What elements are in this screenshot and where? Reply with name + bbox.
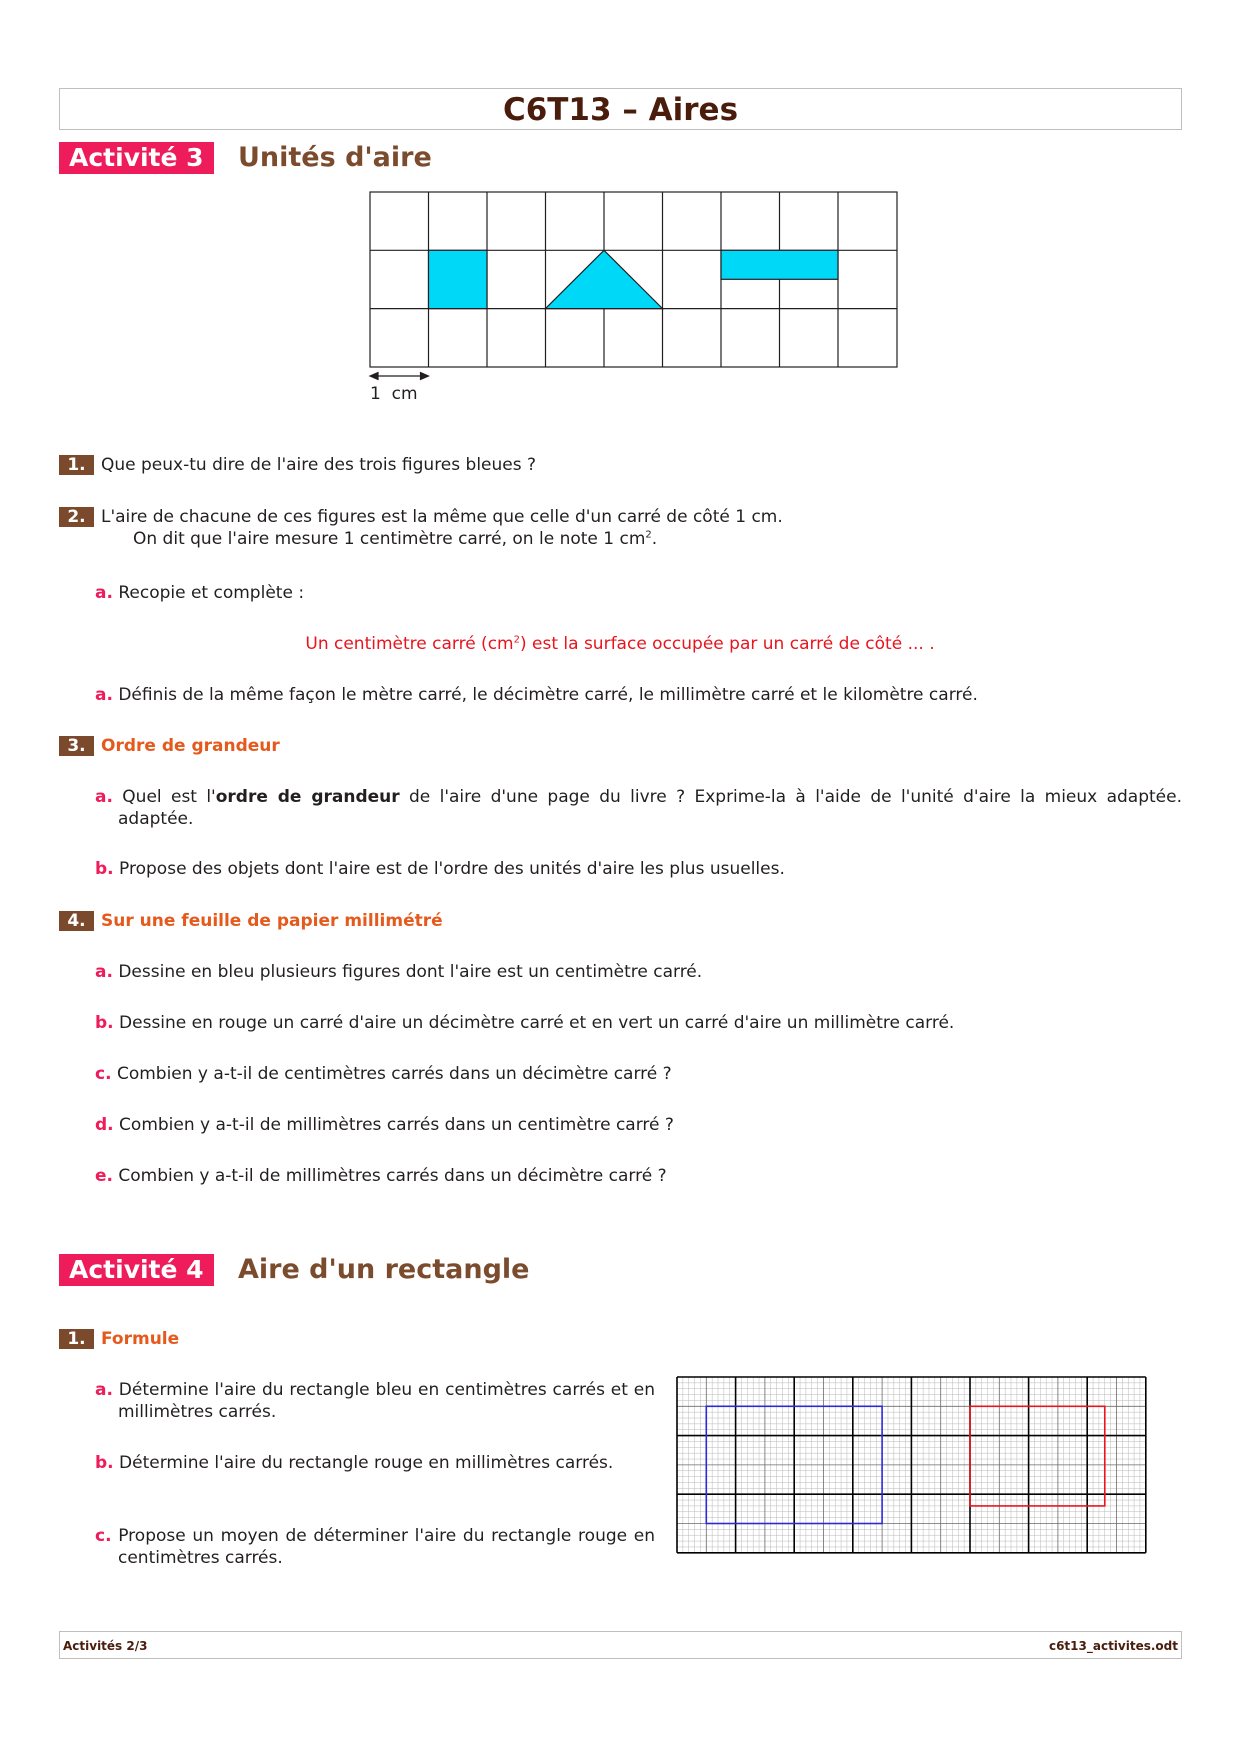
fill-in-sentence <box>0 633 1240 655</box>
activity-3-title: Unités d'aire <box>238 142 432 173</box>
question-text-line2 <box>133 528 657 550</box>
scale-label: 1 cm <box>370 384 418 404</box>
sub-question <box>95 1063 672 1085</box>
superscript: 2 <box>513 634 520 646</box>
sub-text: Détermine l'aire du rectangle rouge en millimètres carrés. <box>119 1453 614 1473</box>
sub-letter: d. <box>95 1115 114 1135</box>
activity-4-title: Aire d'un rectangle <box>238 1254 530 1285</box>
text-span: ) est la surface occupée par un carré de côté ... . <box>519 634 935 654</box>
page-title: C6T13 – Aires <box>59 88 1182 130</box>
question-number: 4. <box>59 911 94 931</box>
sub-text: Propose un moyen de déterminer l'aire du rectangle rouge en centimètres carrés. <box>118 1526 655 1568</box>
superscript: 2 <box>645 529 652 541</box>
sub-text: Définis de la même façon le mètre carré, le décimètre carré, le millimètre carré et le kilomètre carré. <box>118 685 978 705</box>
sub-question <box>95 1165 667 1187</box>
sub-question <box>95 1525 655 1569</box>
text-span: . <box>651 529 658 549</box>
sub-question <box>95 582 304 604</box>
question-text: L'aire de chacune de ces figures est la même que celle d'un carré de côté 1 cm. <box>101 507 783 527</box>
sub-text: Dessine en bleu plusieurs figures dont l'aire est un centimètre carré. <box>118 962 703 982</box>
sub-text: Recopie et complète : <box>118 583 305 603</box>
sub-text: Propose des objets dont l'aire est de l'ordre des unités d'aire les plus usuelles. <box>119 859 785 879</box>
footer-left: Activités 2/3 <box>63 1639 148 1653</box>
activity-4-tag: Activité 4 <box>59 1254 214 1286</box>
section-title: Formule <box>101 1329 180 1349</box>
sub-question <box>95 786 1182 808</box>
question-number: 2. <box>59 507 94 527</box>
sub-letter: e. <box>95 1166 113 1186</box>
blue-triangle <box>546 250 663 308</box>
sub-question <box>95 1379 655 1423</box>
sub-text: Dessine en rouge un carré d'aire un décimètre carré et en vert un carré d'aire un millimètre carré. <box>119 1013 955 1033</box>
question-number: 1. <box>59 1329 94 1349</box>
sub-text: Détermine l'aire du rectangle bleu en centimètres carrés et en millimètres carrés. <box>118 1380 655 1422</box>
sub-text: Quel est l' <box>122 787 216 807</box>
sub-text: Combien y a-t-il de centimètres carrés dans un décimètre carré ? <box>116 1064 672 1084</box>
bold-term: ordre de grandeur <box>215 787 400 807</box>
sub-question-continuation: adaptée. <box>118 809 194 829</box>
sub-letter: a. <box>95 685 113 705</box>
page-footer <box>59 1631 1182 1659</box>
question-number: 3. <box>59 736 94 756</box>
sub-question <box>95 858 785 880</box>
line-mask <box>95 808 1182 832</box>
sub-letter: b. <box>95 859 114 879</box>
sub-letter: b. <box>95 1013 114 1033</box>
activity-3-tag: Activité 3 <box>59 142 214 174</box>
footer-right: c6t13_activites.odt <box>1048 1639 1178 1653</box>
sub-question <box>95 1114 674 1136</box>
question-number: 1. <box>59 455 94 475</box>
blue-rectangle <box>721 250 838 279</box>
sub-question <box>95 961 702 983</box>
sub-question <box>95 1452 655 1474</box>
section-title: Ordre de grandeur <box>101 736 280 756</box>
graph-paper-figure <box>676 1376 1156 1561</box>
sub-question <box>95 684 978 706</box>
question-text: Que peux-tu dire de l'aire des trois figures bleues ? <box>101 455 537 475</box>
sub-letter: a. <box>95 583 113 603</box>
sub-letter: c. <box>95 1526 112 1546</box>
sub-letter: c. <box>95 1064 112 1084</box>
sub-letter: a. <box>95 1380 113 1400</box>
unit-area-figure <box>360 185 920 415</box>
scale-arrow <box>370 373 429 380</box>
sub-letter: a. <box>95 787 113 807</box>
text-span: Un centimètre carré (cm <box>305 634 514 654</box>
sub-text: de l'aire d'une page du livre ? Exprime-la à l'aide de l'unité d'aire la mieux adaptée. <box>399 787 1182 807</box>
section-title: Sur une feuille de papier millimétré <box>101 911 443 931</box>
blue-square <box>429 250 488 308</box>
sub-text: Combien y a-t-il de millimètres carrés dans un centimètre carré ? <box>119 1115 674 1135</box>
text-span: On dit que l'aire mesure 1 centimètre carré, on le note 1 cm <box>133 529 646 549</box>
red-rectangle <box>970 1406 1105 1506</box>
sub-text: Combien y a-t-il de millimètres carrés dans un décimètre carré ? <box>118 1166 667 1186</box>
sub-question <box>95 1012 954 1034</box>
sub-letter: b. <box>95 1453 114 1473</box>
sub-letter: a. <box>95 962 113 982</box>
